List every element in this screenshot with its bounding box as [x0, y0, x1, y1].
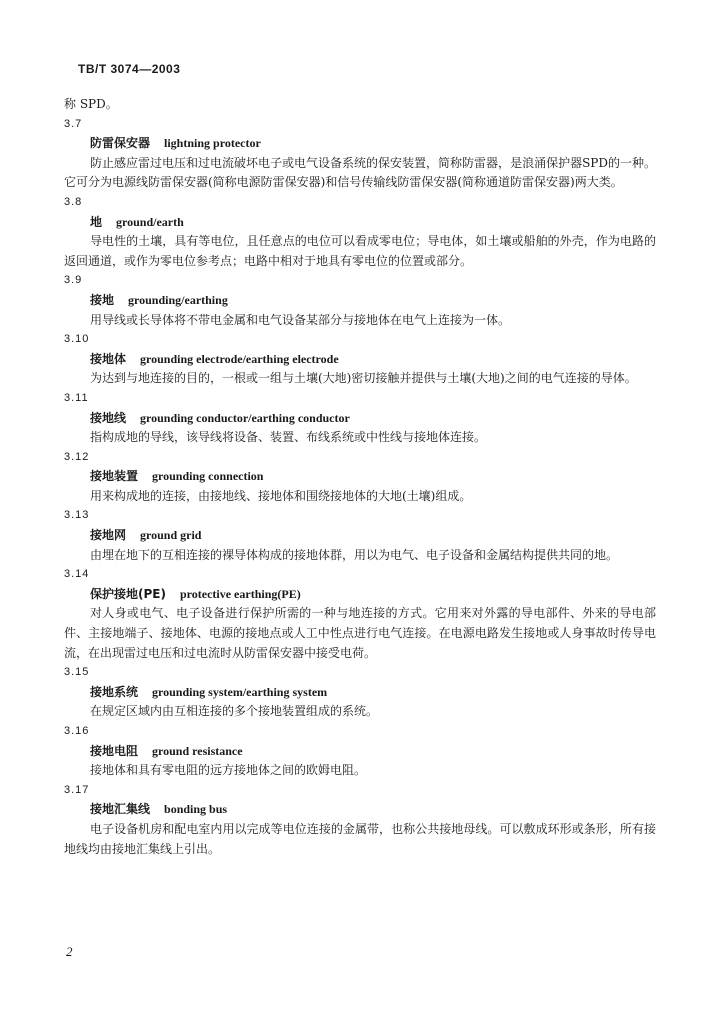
clause-block [64, 506, 656, 565]
page-number: 2 [66, 944, 73, 959]
clause-block [64, 448, 656, 507]
term-chinese: 地 [90, 214, 103, 229]
clause-block [64, 565, 656, 663]
term-definition: 对人身或电气、电子设备进行保护所需的一种与地连接的方式。它用来对外露的导电部件、外来的导电部件、主接地端子、接地体、电源的接地点或人工中性点进行电气连接。在电源电路发生接地或人身事故时传导电流，在出现雷过电压和过电流时从防雷保安器中接受电荷。 [64, 606, 656, 660]
term-definition: 在规定区域内由互相连接的多个接地装置组成的系统。 [90, 704, 379, 719]
continuation-text: 称 SPD。 [64, 97, 118, 111]
clause-block [64, 193, 656, 271]
term-chinese: 接地 [90, 292, 115, 307]
clause-block [64, 389, 656, 448]
term-definition: 指构成地的导线，该导线将设备、装置、布线系统或中性线与接地体连接。 [90, 430, 487, 445]
clause-number: 3.13 [64, 509, 90, 522]
term-heading [64, 585, 656, 605]
term-heading [64, 742, 656, 762]
clause-block [64, 663, 656, 722]
clause-number: 3.15 [64, 666, 90, 679]
term-heading [64, 134, 656, 154]
term-english: lightning protector [164, 136, 261, 151]
clause-number: 3.10 [64, 333, 90, 346]
term-chinese: 接地网 [90, 528, 127, 543]
term-english: grounding connection [152, 469, 264, 484]
term-heading [64, 683, 656, 703]
term-definition: 为达到与地连接的目的，一根或一组与土壤(大地)密切接触并提供与土壤(大地)之间的电气连接的导体。 [90, 371, 637, 386]
clause-number: 3.12 [64, 450, 90, 463]
term-english: ground/earth [116, 214, 184, 229]
clause-number: 3.16 [64, 725, 90, 737]
term-english: grounding conductor/earthing conductor [140, 410, 350, 425]
term-chinese: 接地装置 [90, 469, 139, 484]
clause-block [64, 781, 656, 859]
term-definition: 电子设备机房和配电室内用以完成等电位连接的金属带，也称公共接地母线。可以敷成环形或条形，所有接地线均由接地汇集线上引出。 [64, 821, 656, 856]
term-chinese: 接地系统 [90, 684, 139, 699]
term-heading [64, 213, 656, 233]
clause-number: 3.9 [64, 274, 83, 287]
term-heading [64, 291, 656, 311]
clause-block [64, 115, 656, 193]
term-chinese: 接地汇集线 [90, 802, 151, 817]
standard-code-header: TB/T 3074—2003 [78, 62, 181, 76]
term-english: grounding system/earthing system [152, 684, 328, 699]
clause-block [64, 722, 656, 781]
clause-list [64, 115, 656, 860]
term-heading [64, 467, 656, 487]
clause-block [64, 330, 656, 389]
clause-number: 3.17 [64, 783, 90, 796]
term-chinese: 接地线 [90, 410, 127, 425]
term-english: ground grid [140, 528, 202, 543]
clause-number: 3.14 [64, 568, 90, 581]
term-definition: 用来构成地的连接，由接地线、接地体和围绕接地体的大地(土壤)组成。 [90, 488, 472, 503]
term-definition: 接地体和具有零电阻的远方接地体之间的欧姆电阻。 [90, 763, 367, 778]
clause-block [64, 271, 656, 330]
clause-number: 3.7 [64, 117, 83, 130]
term-definition: 用导线或长导体将不带电金属和电气设备某部分与接地体在电气上连接为一体。 [90, 312, 511, 327]
term-heading [64, 350, 656, 370]
term-english: grounding/earthing [128, 292, 228, 307]
term-definition: 导电性的土壤，具有等电位，且任意点的电位可以看成零电位；导电体，如土壤或船舶的外壳，作为电路的返回通道，或作为零电位参考点；电路中相对于地具有零电位的位置或部分。 [64, 234, 656, 268]
term-chinese: 防雷保安器 [90, 136, 151, 151]
term-definition: 防止感应雷过电压和过电流破坏电子或电气设备系统的保安装置，简称防雷器，是浪涌保护器SPD的一种。它可分为电源线防雷保安器(简称电源防雷保安器)和信号传输线防雷保安器(简称通道防雷保安器)两大类。 [64, 155, 656, 190]
term-chinese: 接地体 [90, 351, 127, 366]
term-english: ground resistance [152, 743, 243, 758]
term-heading [64, 526, 656, 546]
term-chinese: 保护接地(PE) [90, 586, 166, 601]
term-chinese: 接地电阻 [90, 743, 139, 758]
term-heading [64, 409, 656, 429]
term-english: protective earthing(PE) [179, 586, 301, 601]
term-english: bonding bus [164, 802, 228, 817]
document-body [64, 95, 656, 859]
clause-number: 3.8 [64, 195, 83, 208]
clause-number: 3.11 [64, 391, 89, 404]
term-definition: 由埋在地下的互相连接的裸导体构成的接地体群，用以为电气、电子设备和金属结构提供共同的地。 [90, 547, 619, 562]
term-heading [64, 800, 656, 820]
term-english: grounding electrode/earthing electrode [140, 351, 339, 366]
